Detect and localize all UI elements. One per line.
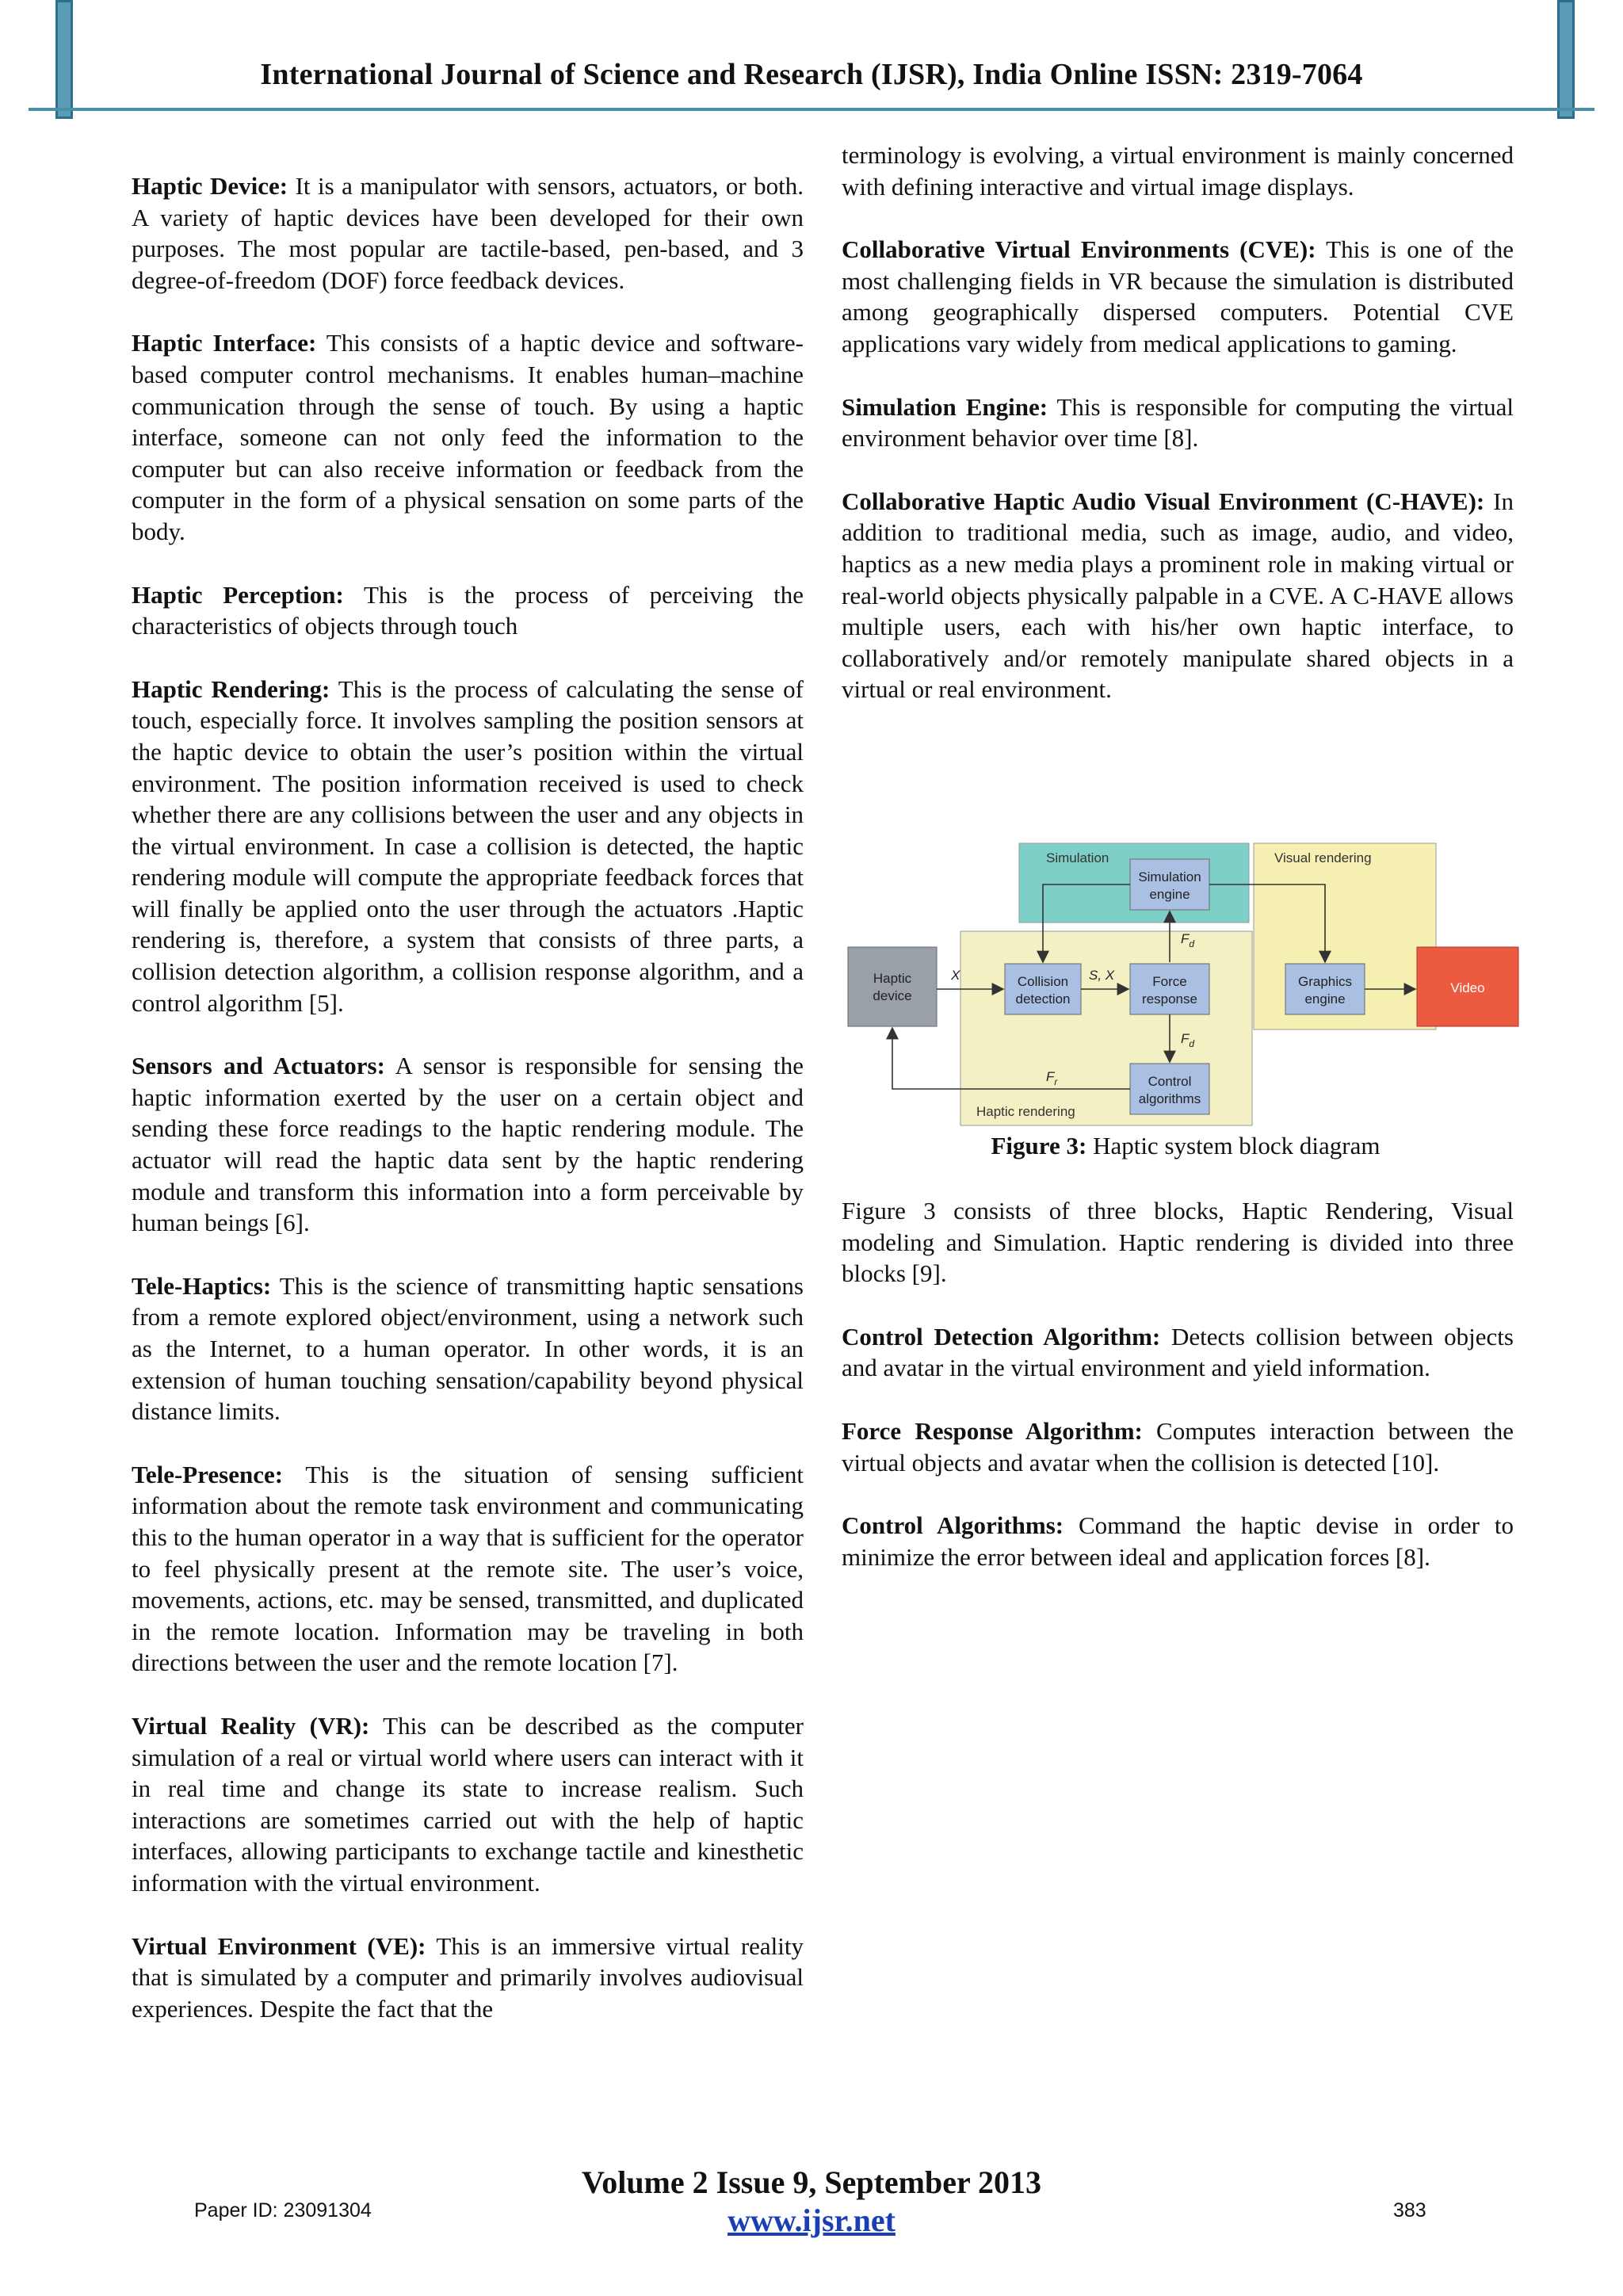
term: Force Response Algorithm:: [842, 1416, 1143, 1445]
haptic-device-label-2: device: [873, 988, 912, 1003]
paragraph-tele-haptics: [132, 1270, 804, 1427]
collision-detection-label-2: detection: [1015, 991, 1071, 1007]
paragraph-haptic-device: [132, 170, 804, 296]
paragraph-figure-description: [842, 1195, 1514, 1289]
term: Control Detection Algorithm:: [842, 1322, 1161, 1350]
control-algorithms-label-1: Control: [1148, 1074, 1192, 1089]
paragraph-cve: [842, 234, 1514, 359]
term: Haptic Device:: [132, 172, 288, 200]
term: Sensors and Actuators:: [132, 1052, 385, 1080]
paragraph-control-detection: [842, 1321, 1514, 1384]
definition: Figure 3 consists of three blocks, Haptic Rendering, Visual modeling and Simulation. Haptic rendering is divided into three blocks [9].: [842, 1197, 1514, 1288]
footer-volume: Volume 2 Issue 9, September 2013: [581, 2164, 1042, 2200]
journal-header: International Journal of Science and Research (IJSR), India Online ISSN: 2319-7064: [260, 58, 1363, 91]
force-response-label-2: response: [1142, 991, 1197, 1007]
haptic-block-diagram: [842, 824, 1529, 1133]
term: Tele-Presence:: [132, 1460, 284, 1488]
edge-label-x: X: [951, 968, 960, 983]
term: Collaborative Haptic Audio Visual Environment (C-HAVE):: [842, 487, 1485, 515]
paragraph-force-response: [842, 1415, 1514, 1478]
paragraph-tele-presence: [132, 1459, 804, 1679]
footer-page-number: 383: [1393, 2199, 1426, 2222]
definition: Detects collision between objects and avatar in the virtual environment and yield information.: [842, 1322, 1514, 1382]
definition: A sensor is responsible for sensing the haptic information exerted by the user on a certain object and sending these force readings to the haptic rendering module. The actuator will read the haptic data sent by the haptic rendering module and transform this information into a form perceivable by human beings [6].: [132, 1052, 804, 1237]
simulation-engine-label-1: Simulation: [1138, 869, 1201, 884]
graphics-engine-label-2: engine: [1304, 991, 1346, 1007]
definition: This consists of a haptic device and software-based computer control mechanisms. It enables human–machine communication through the sense of touch. By using a haptic interface, someone can not only feed the information to the computer but can also receive information or feedback from the computer in the form of a physical sensation on some parts of the body.: [132, 329, 804, 545]
paragraph-virtual-reality: [132, 1710, 804, 1899]
paragraph-haptic-interface: [132, 327, 804, 547]
diagram-svg: [842, 824, 1529, 1133]
term: Haptic Perception:: [132, 580, 344, 609]
control-algorithms-label-2: algorithms: [1138, 1091, 1201, 1106]
paragraph-haptic-rendering: [132, 674, 804, 1019]
term: Control Algorithms:: [842, 1511, 1064, 1540]
definition: This is responsible for computing the virtual environment behavior over time [8].: [842, 392, 1514, 453]
graphics-engine-block: [1285, 964, 1365, 1014]
haptic-device-label-1: Haptic: [873, 971, 912, 986]
simulation-group-label: Simulation: [1046, 850, 1109, 865]
definition: This is one of the most challenging fields in VR because the simulation is distributed among geographically dispersed computers. Potential CVE applications vary widely from medical applications to gaming.: [842, 235, 1514, 357]
term: Virtual Reality (VR):: [132, 1711, 370, 1740]
footer-url-link[interactable]: www.ijsr.net: [727, 2202, 896, 2238]
term: Tele-Haptics:: [132, 1271, 272, 1300]
paragraph-virtual-environment: [132, 1931, 804, 2025]
term: Simulation Engine:: [842, 392, 1048, 421]
term: Collaborative Virtual Environments (CVE):: [842, 235, 1316, 264]
right-column-top: [842, 139, 1514, 737]
left-column: [132, 170, 804, 2056]
definition: This is an immersive virtual reality that is simulated by a computer and primarily involves audiovisual experiences. Despite the fact that the: [132, 1931, 804, 2023]
simulation-engine-block: [1130, 859, 1209, 910]
term: Haptic Rendering:: [132, 674, 330, 703]
header-rule: [29, 108, 1594, 111]
force-response-block: [1130, 964, 1209, 1014]
graphics-engine-label-1: Graphics: [1297, 974, 1353, 989]
edge-label-fr-sub: r: [1054, 1076, 1058, 1087]
term: Haptic Interface:: [132, 329, 317, 357]
right-column-bottom: [842, 1195, 1514, 1604]
visual-rendering-group-label: Visual rendering: [1274, 850, 1372, 865]
figure-caption-text: Haptic system block diagram: [1086, 1132, 1381, 1159]
footer-paper-id: Paper ID: 23091304: [194, 2199, 372, 2222]
definition: Computes interaction between the virtual objects and avatar when the collision is detected [10].: [842, 1416, 1514, 1477]
definition: In addition to traditional media, such as image, audio, and video, haptics as a new media plays a prominent role in making virtual or real-world objects physically palpable in a CVE. A C-HAVE allows multiple users, each with his/her own haptic interface, to collaboratively and/or remotely manipulate shared objects in a virtual or real environment.: [842, 487, 1514, 704]
definition: This is the situation of sensing sufficient information about the remote task environment and communicating this to the human operator in a way that is sufficient for the operator to feel physically present at the remote site. The user’s voice, movements, actions, etc. may be sensed, transmitted, and duplicated in the remote location. Information may be traveling in both directions between the user and the remote location [7].: [132, 1460, 804, 1677]
term: Virtual Environment (VE):: [132, 1931, 426, 1960]
collision-detection-block: [1005, 964, 1081, 1014]
paragraph-ve-continued: [842, 139, 1514, 202]
paragraph-simulation-engine: [842, 392, 1514, 454]
edge-label-fd-bottom-main: F: [1181, 1031, 1190, 1046]
edge-label-fd-top-main: F: [1181, 931, 1190, 946]
haptic-rendering-group-label: Haptic rendering: [976, 1104, 1075, 1119]
edge-label-fd-top-sub: d: [1189, 938, 1195, 949]
definition: This is the science of transmitting haptic sensations from a remote explored object/environment, using a network such as the Internet, to a human operator. In other words, it is an extension of human touching sensation/capability beyond physical distance limits.: [132, 1271, 804, 1426]
definition: This is the process of perceiving the characteristics of objects through touch: [132, 580, 804, 640]
figure-caption-label: Figure 3:: [991, 1132, 1087, 1159]
definition: This is the process of calculating the sense of touch, especially force. It involves sampling the position sensors at the haptic device to obtain the user’s position within the virtual environment. The position information received is used to check whether there are any collisions between the user and any objects in the virtual environment. In case a collision is detected, the haptic rendering module will compute the appropriate feedback forces that will finally be applied onto the user through the actuators .Haptic rendering is, therefore, a system that consists of three parts, a collision detection algorithm, a collision response algorithm, and a control algorithm [5].: [132, 674, 804, 1017]
control-algorithms-block: [1130, 1064, 1209, 1114]
force-response-label-1: Force: [1152, 974, 1187, 989]
figure-caption: [842, 1132, 1529, 1160]
edge-label-sx: S, X: [1089, 968, 1115, 983]
paragraph-control-algorithms: [842, 1510, 1514, 1572]
paragraph-sensors-actuators: [132, 1050, 804, 1239]
definition: This can be described as the computer simulation of a real or virtual world where users can interact with it in real time and change its state to increase realism. Such interactions are sometimes carried out with the help of haptic interfaces, allowing participants to exchange tactile and kinesthetic information with the virtual environment.: [132, 1711, 804, 1897]
definition: terminology is evolving, a virtual environment is mainly concerned with defining interactive and virtual image displays.: [842, 141, 1514, 201]
haptic-device-block: [848, 947, 937, 1026]
paragraph-haptic-perception: [132, 579, 804, 642]
collision-detection-label-1: Collision: [1017, 974, 1069, 989]
simulation-engine-label-2: engine: [1149, 887, 1190, 902]
paragraph-c-have: [842, 486, 1514, 705]
edge-label-fr-main: F: [1046, 1069, 1055, 1084]
video-label: Video: [1450, 980, 1485, 995]
definition: It is a manipulator with sensors, actuators, or both. A variety of haptic devices have been developed for their own purposes. The most popular are tactile-based, pen-based, and 3 degree-of-freedom (DOF) force feedback devices.: [132, 172, 804, 294]
definition: Command the haptic devise in order to minimize the error between ideal and application forces [8].: [842, 1511, 1514, 1571]
edge-label-fd-bottom-sub: d: [1189, 1038, 1195, 1049]
